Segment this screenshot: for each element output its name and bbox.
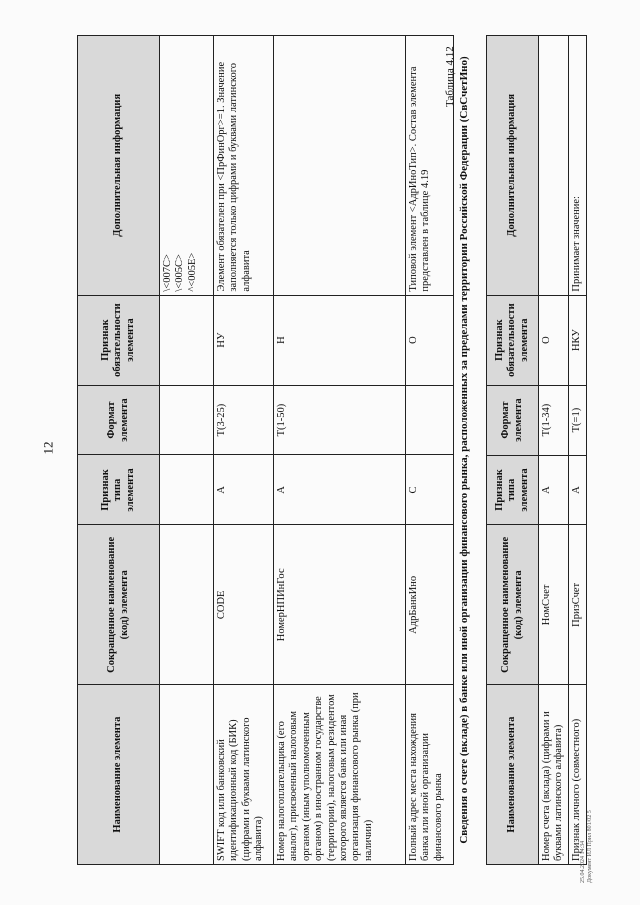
header-type: Признак типа элемента <box>78 455 160 525</box>
header-type: Признак типа элемента <box>487 455 539 525</box>
table-row: Номер счета (вклада) (цифрами и буквами латинского алфавита) НомСчет А T(1-34) О <box>539 36 569 865</box>
table2-header-row <box>487 36 539 865</box>
header-format: Формат элемента <box>487 385 539 455</box>
table-4-12 <box>486 35 587 865</box>
header-required: Признак обязательности элемента <box>487 295 539 385</box>
header-code: Сокращенное наименование (код) элемента <box>487 525 539 685</box>
header-info: Дополнительная информация <box>78 36 160 296</box>
header-required: Признак обязательности элемента <box>78 295 160 385</box>
table-row <box>160 36 214 865</box>
header-format: Формат элемента <box>78 385 160 455</box>
print-stamp: 25.04.2024 14:34 Документ ИЛ Прил 801/02 5 <box>580 810 594 883</box>
table1-header-row <box>78 36 160 865</box>
header-code: Сокращенное наименование (код) элемента <box>78 525 160 685</box>
values-list: \<007C> \<005C> ^<005E> <box>160 36 214 296</box>
header-name: Наименование элемента <box>487 685 539 865</box>
table-row: SWIFT код или банковский идентификационный код (БИК) (цифрами и буквами латинского алфавита) CODE А T(3-25) НУ Элемент обязателен при <ПрФинОрг>=1. Значение заполняется только цифрами и буквами латинского алфавита <box>214 36 274 865</box>
header-info: Дополнительная информация <box>487 36 539 296</box>
header-name: Наименование элемента <box>78 685 160 865</box>
table-row: Полный адрес места нахождения банка или иной организации финансового рынка АдрБанкИно С О Типовой элемент <АдрИноТип>. Состав элемента представлен в таблице 4.19 <box>406 36 454 865</box>
table-continued <box>77 35 454 865</box>
table-row: Признак личного (совместного) ПризСчет А T(=1) НКУ Принимает значение: <box>568 36 586 865</box>
table-row: Номер налогоплательщика (его аналог), присвоенный налоговым органом (иным уполномоченным органом) в иностранном государстве (территории), налоговым резидентом которого является банк или иная организация финансового рынка (при наличии) НомерНПИнГос А T(1-50) Н <box>274 36 406 865</box>
page-number: 12 <box>40 441 56 455</box>
table-title: Сведения о счете (вкладе) в банке или иной организации финансового рынка, расположенных за пределами территории Российской Федерации (СвСчетИно) <box>458 56 470 844</box>
table-label: Таблица 4.12 <box>444 46 456 107</box>
